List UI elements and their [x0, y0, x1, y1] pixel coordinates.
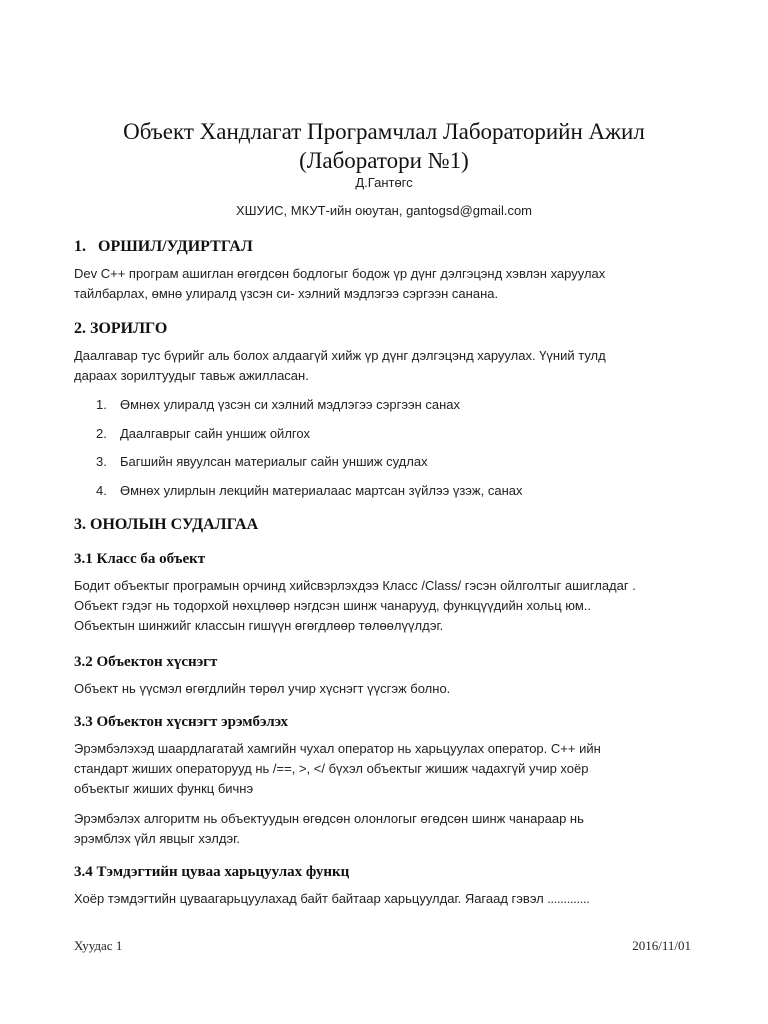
subsection-3-4-heading: 3.4 Тэмдэгтийн цуваа харьцуулах функц: [74, 864, 350, 880]
section-2-paragraph: [74, 346, 704, 386]
title-line-2: (Лаборатори №1): [299, 148, 469, 173]
list-item-text: Өмнөх улирлын лекцийн материалаас мартсан зүйлээ үзэж, санах: [120, 483, 523, 499]
paragraph-line: дараах зорилтуудыг тавьж ажилласан.: [74, 368, 309, 383]
subsection-3-2-paragraph: [74, 679, 704, 699]
list-item-text: Өмнөх улиралд үзсэн си хэлний мэдлэгээ сэргээн санах: [120, 397, 461, 412]
footer-date: 2016/11/01: [632, 938, 691, 953]
paragraph-line: Dev C++ програм ашиглан өгөгдсөн бодлогыг бодож үр дүнг дэлгэцэнд хэвлэн харуулах: [74, 266, 606, 281]
subsection-3-1-heading: 3.1 Класс ба объект: [74, 551, 206, 567]
paragraph-line: эрэмблэх үйл явцыг хэлдэг.: [74, 831, 240, 846]
paragraph-line: Хоёр тэмдэгтийн цуваагарьцуулахад байт байтаар харьцуулдаг. Яагаад гэвэл: [74, 891, 544, 906]
subsection-3-2-heading: 3.2 Объектон хүснэгт: [74, 654, 218, 670]
paragraph-line: Эрэмбэлэхэд шаардлагатай хамгийн чухал оператор нь харьцуулах оператор. С++ ийн: [74, 741, 601, 756]
paragraph-line: стандарт жиших операторууд нь /==, >, </ бүхэл объектыг жишиж чадахгүй учир хоёр: [74, 761, 589, 776]
subsection-3-4-paragraph: [74, 889, 704, 909]
list-item: [74, 397, 704, 426]
section-2-heading: 2. ЗОРИЛГО: [74, 320, 168, 337]
list-item: [74, 454, 704, 483]
section-1-number: 1.: [74, 238, 86, 255]
section-1-title: ОРШИЛ/УДИРТГАЛ: [98, 238, 253, 255]
paragraph-line: Объект гэдэг нь тодорхой нөхцлөөр нэгдсэн шинж чанарууд, функцүүдийн хольц юм..: [74, 598, 592, 613]
paragraph-line: Объект нь үүсмэл өгөгдлийн төрөл учир хүснэгт үүсгэж болно.: [74, 681, 451, 696]
document-title: [60, 117, 708, 175]
subsection-3-3-paragraph: [74, 739, 704, 799]
author-affiliation: ХШУИС, МКУТ-ийн оюутан, gantogsd@gmail.com: [235, 203, 533, 218]
section-1-heading: [74, 238, 253, 256]
objectives-list: [74, 397, 704, 512]
paragraph-line: Даалгавар тус бүрийг аль болох алдаагүй хийж үр дүнг дэлгэцэнд харуулах. Үүний тулд: [74, 348, 606, 363]
section-1-paragraph: [74, 264, 704, 304]
footer-page-number: Хуудас 1: [74, 938, 123, 953]
list-item: [74, 426, 704, 455]
author-name: Д.Гантөгс: [355, 175, 413, 190]
paragraph-line: Бодит объектыг програмын орчинд хийсвэрлэхдээ Класс /Class/ гэсэн ойлголтыг ашигладаг .: [74, 578, 636, 593]
section-3-heading: 3. ОНОЛЫН СУДАЛГАА: [74, 516, 259, 533]
paragraph-line: объектыг жиших функц бичнэ: [74, 781, 254, 796]
list-item-text: Даалгаврыг сайн уншиж ойлгох: [120, 425, 310, 441]
list-item-number: 4.: [96, 483, 107, 499]
list-item-number: 2.: [96, 425, 107, 441]
title-line-1: Объект Хандлагат Програмчлал Лабораторийн Ажил: [123, 119, 645, 144]
list-item-number: 1.: [96, 397, 107, 412]
subsection-3-1-paragraph: [74, 576, 704, 636]
subsection-3-3-paragraph-2: [74, 809, 704, 849]
paragraph-line: тайлбарлах, өмнө улиралд үзсэн си- хэлний мэдлэгээ сэргээн санана.: [74, 286, 499, 301]
paragraph-line: Объектын шинжийг классын гишүүн өгөгдлөөр төлөөлүүлдэг.: [74, 618, 444, 633]
paragraph-line: Эрэмбэлэх алгоритм нь объектуудын өгөдсөн олонлогыг өгөдсөн шинж чанараар нь: [74, 811, 584, 826]
list-item-number: 3.: [96, 454, 107, 470]
subsection-3-3-heading: 3.3 Объектон хүснэгт эрэмбэлэх: [74, 714, 289, 730]
list-item: [74, 483, 704, 512]
list-item-text: Багшийн явуулсан материалыг сайн уншиж судлах: [120, 454, 428, 470]
ellipsis-dots: .............: [547, 891, 590, 906]
